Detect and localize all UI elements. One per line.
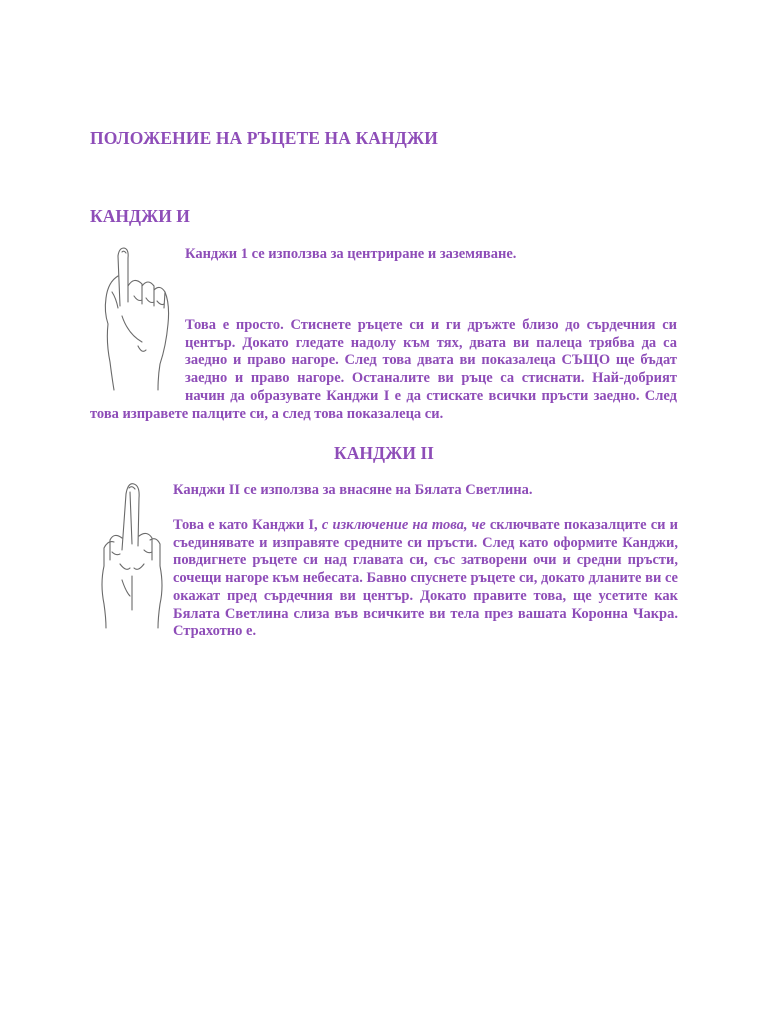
image-wrap-spacer	[90, 317, 185, 388]
kanji-1-heading: КАНДЖИ И	[90, 206, 190, 226]
kanji-2-body-italic: с изключение на това, че	[321, 517, 486, 533]
kanji-2-hand-image	[92, 480, 172, 630]
kanji-2-body-end: сключвате показалците си и съединявате и изправяте средните си пръсти. След като оформите Канджи, повдигнете ръцете си над главата си, със затворени очи и средни пръсти, сочещи нагоре към небесата. Бавно спуснете ръцете си, докато дланите ви се окажат пред сърдечния ви център. Докато правите това, ще усетите как Бялата Светлина слиза във всичките ви тела през вашата Коронна Чакра. Страхотно е.	[173, 517, 679, 640]
kanji-2-body-start: Това е като Канджи I,	[173, 517, 322, 533]
kanji-2-body	[173, 517, 678, 641]
kanji-2-heading: КАНДЖИ II	[334, 443, 434, 463]
kanji-1-body	[90, 317, 677, 423]
kanji-2-intro: Канджи II се използва за внасяне на Бялата Светлина.	[173, 482, 533, 498]
kanji-1-body-text: Това е просто. Стиснете ръцете си и ги дръжте близо до сърдечния си център. Докато гледате надолу към тях, двата ви палеца трябва да са заедно и право нагоре. След това двата ви показалеца СЪЩО ще бъдат заедно и право нагоре. Останалите ви ръце са стиснати. Най-добрият начин да образувате Канджи I е да стискате всички пръсти заедно. След това изправете палците си, а след това показалеца си.	[90, 317, 677, 422]
kanji-1-intro: Канджи 1 се използва за центриране и заземяване.	[185, 246, 517, 262]
page-title: ПОЛОЖЕНИЕ НА РЪЦЕТЕ НА КАНДЖИ	[90, 128, 438, 148]
